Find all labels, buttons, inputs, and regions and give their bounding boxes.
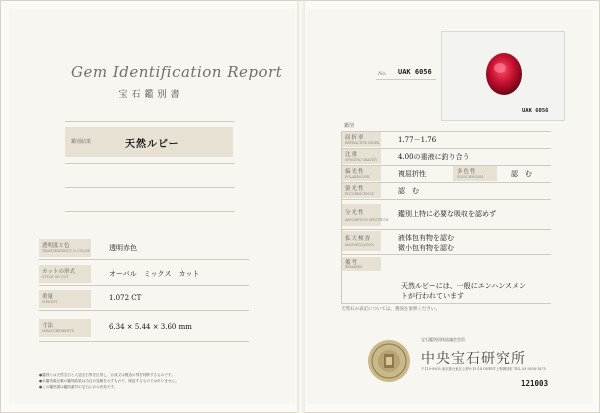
polariscope-value: 複屈折性 xyxy=(398,170,426,178)
fluorescence-value: 認 む xyxy=(398,187,419,195)
divider xyxy=(341,199,551,200)
property-label: 寸法 MEASUREMENTS xyxy=(39,319,91,337)
property-label: 重量 WEIGHT xyxy=(39,290,91,308)
divider xyxy=(376,79,436,80)
pleochroism-value: 認 む xyxy=(511,170,532,178)
property-value: 1.072 CT xyxy=(109,294,142,302)
absorption-spectrum-value: 鑑別上特に必要な吸収を認めず xyxy=(398,210,496,218)
footnote: ●鑑別とは天然宝石と人造宝石等を区別し、合成又は模造の別を判断するものです。 xyxy=(39,373,175,377)
footnote: ●この鑑別書は鑑別番号の宝石にのみ有効です。 xyxy=(39,385,118,389)
findings-label: 備考 REMARKS xyxy=(341,257,381,271)
findings-label: 比重 SPECIFIC GRAVITY xyxy=(341,149,381,164)
divider xyxy=(341,229,551,230)
remarks-value-line2: トが行われています xyxy=(401,292,464,300)
divider xyxy=(39,285,249,286)
divider xyxy=(65,121,235,122)
divider xyxy=(65,211,235,212)
photo-caption: UAK 6056 xyxy=(522,108,549,114)
property-value: オーバル ミックス カット xyxy=(109,270,200,278)
property-value: 透明赤色 xyxy=(109,244,137,252)
natural-stone-note: 天然石の表記については、裏面を参照ください。 xyxy=(341,307,440,312)
divider xyxy=(341,303,551,304)
divider xyxy=(65,163,235,164)
remarks-value: 天然ルビーには、一般にエンハンスメン xyxy=(401,282,527,290)
magnification-value-line2: 微小包有物を認む xyxy=(398,244,454,252)
divider xyxy=(39,259,249,260)
refractive-index-value: 1.77－1.76 xyxy=(398,136,437,144)
findings-label: 螢光性 FLUORESCENCE xyxy=(341,183,381,198)
findings-label: 多色性 PLEOCHROISM xyxy=(453,166,497,181)
divider xyxy=(39,341,249,342)
findings-label: 偏光性 POLARISCOPE xyxy=(341,166,381,181)
divider xyxy=(341,254,551,255)
magnification-value: 液体包有物を認む xyxy=(398,234,454,242)
company-name: 中央宝石研究所 xyxy=(421,351,526,367)
property-label: カットの形式 STYLE OF CUT xyxy=(39,265,91,283)
result-value: 天然ルビー xyxy=(125,139,180,150)
report-number-label: No. xyxy=(378,71,387,77)
report-title-jp: 宝石鑑別書 xyxy=(118,90,184,100)
specific-gravity-value: 4.00の重液に釣り合う xyxy=(398,153,470,161)
findings-section-label: 鑑別 xyxy=(344,123,355,129)
company-address: 〒110-0005 東京都台東区上野5-15-14 ONEST上野御徒町 TEL 03-3836-1675 xyxy=(421,367,546,371)
result-label: 鑑別結果 xyxy=(71,139,92,145)
divider xyxy=(65,187,235,188)
report-title-en: Gem Identification Report xyxy=(71,63,283,81)
property-label: 透明度と色 TRANSPARENCY & COLOR xyxy=(39,239,91,257)
findings-label: 拡大検査 MAGNIFICATION xyxy=(341,231,381,251)
footnote: ●本鑑別書記載の鑑別結果は当社の見解を示すもので、保証するものではありません。 xyxy=(39,379,179,383)
findings-label: 屈折率 REFRACTIVE INDEX xyxy=(341,132,381,147)
divider xyxy=(341,131,342,303)
divider xyxy=(39,310,249,311)
company-seal-icon xyxy=(367,339,411,383)
report-number: UAK 6056 xyxy=(398,68,432,76)
page-fold xyxy=(297,1,305,413)
property-value: 6.34 × 5.44 × 3.60 mm xyxy=(109,323,192,331)
company-subtitle: 宝石鑑別団体協議会会員 xyxy=(421,337,465,342)
certificate-number: 121003 xyxy=(521,379,549,388)
findings-label: 分光性 ABSORPTION SPECTRUM xyxy=(341,204,381,226)
